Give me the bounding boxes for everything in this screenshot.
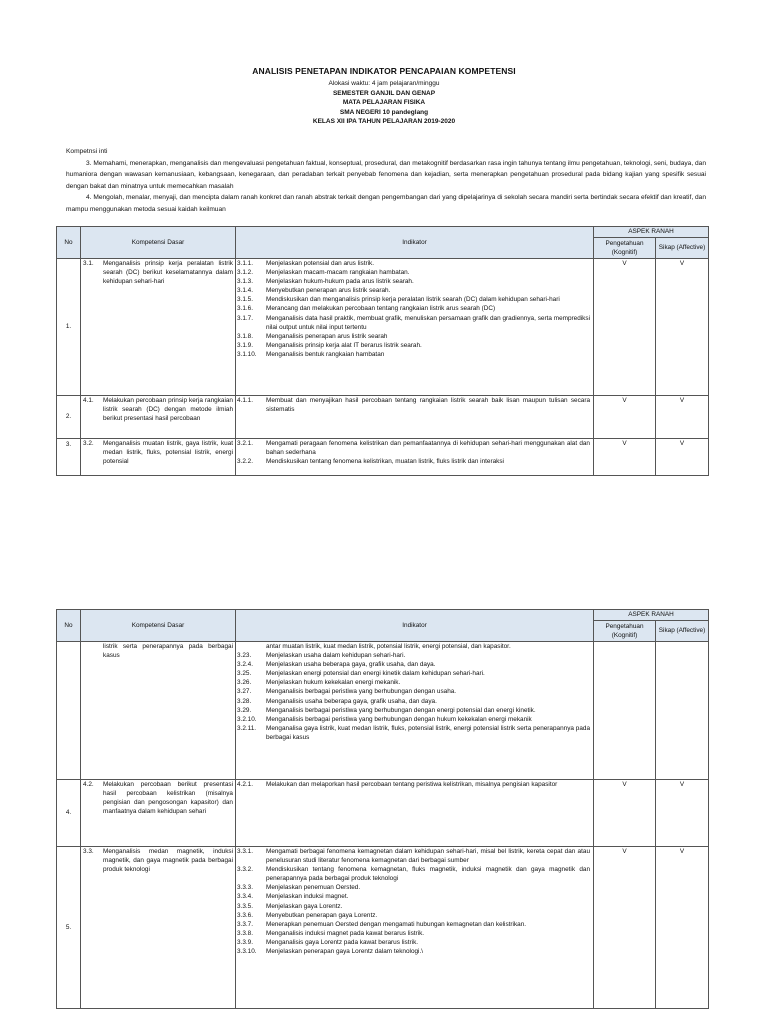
indicator-item: [236, 304, 593, 313]
competence-cell: [81, 642, 236, 780]
row-number: 5.: [57, 847, 81, 1009]
indicator-item: [236, 669, 593, 678]
indicator-text: Mendiskusikan dan menganalisis prinsip kerja peralatan listrik searah (DC) dalam kehidupan sehari-hari: [266, 296, 560, 304]
indicator-text: Menganalisis berbagai peristiwa yang berhubungan dengan energi potensial dan energi kinetik.: [266, 706, 536, 714]
indicator-item: [236, 457, 593, 466]
indicator-text: Membuat dan menyajikan hasil percobaan tentang rangkaian listrik searah baik lisan maupun tulisan secara sistematis: [266, 397, 590, 414]
check-cognitive: V: [594, 259, 656, 396]
indicator-text: Menjelaskan macam-macam rangkaian hambatan.: [266, 269, 410, 277]
indicator-item: [236, 341, 593, 350]
indicator-number: 3.3.4.: [237, 893, 253, 901]
check-cognitive: V: [594, 847, 656, 1009]
row-number: [57, 642, 81, 780]
indicator-number: 3.1.7.: [237, 314, 253, 322]
indicator-item: [236, 706, 593, 715]
competence-number: 4.2.: [83, 781, 94, 788]
page-gap: [0, 490, 768, 592]
header-line-subject: MATA PELAJARAN FISIKA: [342, 99, 426, 107]
indicator-item: [236, 892, 593, 901]
indicator-item: [236, 715, 593, 724]
indicator-number: 3.3.1.: [237, 848, 253, 855]
indicator-text: Menjelaskan gaya Lorentz.: [266, 902, 343, 910]
indicator-text: Menganalisis data hasil praktik, membuat grafik, menuliskan persamaan grafik dan gradiennya, serta memprediksi nilai output untuk nilai input tertentu: [266, 314, 590, 331]
indicator-item: [236, 651, 593, 660]
core-competence-3: 3. Memahami, menerapkan, menganalisis dan mengevaluasi pengetahuan faktual, konseptual, prosedural, dan metakognitif berdasarkan rasa ingin tahunya tentang ilmu pengetahuan, teknologi, seni, budaya, dan humaniora dengan wawasan kemanusiaan, kebangsaan, kenegaraan, dan peradaban terkait penyebab fenomena dan kejadian, serta menerapkan pengetahuan prosedural pada bidang kajian yang spesifik sesuai dengan bakat dan minatnya untuk memecahkan masalah: [66, 159, 706, 190]
indicator-number: 3.2.2.: [237, 458, 253, 466]
indicator-number: 3.3.10.: [237, 948, 257, 956]
indicator-text: Menjelaskan penerapan gaya Lorentz dalam teknologi.\: [266, 948, 424, 956]
indicator-number: 3.3.9.: [237, 938, 253, 946]
table-row: [57, 396, 709, 439]
competence-text: Melakukan percobaan berikut presentasi hasil percobaan kelistrikan (misalnya pengisian dan pengosongan kapasitor) dan manfaatnya dalam kehidupan sehari: [103, 781, 233, 816]
indicator-text: Menjelaskan energi potensial dan energi kinetik dalam kehidupan sehari-hari.: [266, 670, 485, 678]
header-no: No: [57, 227, 81, 259]
indicator-text: Menganalisis prinsip kerja alat IT berarus listrik searah.: [266, 341, 422, 349]
check-affective: V: [656, 259, 709, 396]
indicator-number: 3.1.2.: [237, 269, 253, 277]
indicator-item: [236, 902, 593, 911]
indicator-cell: [236, 780, 594, 847]
indicator-text: Melakukan dan melaporkan hasil percobaan tentang peristiwa kelistrikan, misalnya pengisian kapasitor: [266, 781, 558, 788]
indicator-cell: [236, 396, 594, 439]
indicator-item: [236, 724, 593, 742]
check-affective: V: [656, 396, 709, 439]
indicator-number: 3.1.1.: [237, 260, 253, 267]
indicator-text: Menganalisis usaha beberapa gaya, grafik usaha, dan daya.: [266, 697, 437, 705]
check-cognitive: [594, 642, 656, 780]
check-cognitive: V: [594, 780, 656, 847]
header-line-allocation: Alokasi waktu: 4 jam pelajaran/minggu: [328, 80, 440, 87]
competence-table-page-1: [56, 226, 709, 476]
indicator-number: 3.1.8.: [237, 332, 253, 340]
header-sikap: Sikap (Affective): [656, 621, 709, 642]
indicator-item: [236, 883, 593, 892]
document-page-1: [0, 0, 768, 490]
indicator-text: Menjelaskan usaha beberapa gaya, grafik usaha, dan daya.: [266, 661, 436, 669]
indicator-number: 3.3.3.: [237, 884, 253, 892]
competence-text: Menganalisis muatan listrik, gaya listrik, kuat medan listrik, fluks, potensial listrik, energi potensial: [103, 440, 233, 466]
indicator-text: antar muatan listrik, kuat medan listrik, potensial listrik, energi potensial, dan kapasitor.: [266, 643, 511, 650]
indicator-item: [236, 314, 593, 332]
indicator-number: 3.1.9.: [237, 341, 253, 349]
competence-text: Menganalisis medan magnetik, induksi magnetik, dan gaya magnetik pada berbagai produk teknologi: [103, 848, 233, 874]
row-number: 1.: [57, 259, 81, 396]
header-indikator: Indikator: [236, 227, 594, 259]
header-kompetensi-dasar: Kompetensi Dasar: [81, 610, 236, 642]
indicator-text: Menyebutkan penerapan gaya Lorentz.: [266, 911, 378, 919]
indicator-number: 3.26.: [237, 679, 252, 687]
indicator-number: 3.3.2.: [237, 866, 253, 874]
core-competence-heading: Kompetnsi inti: [66, 148, 108, 155]
indicator-number: 3.23.: [237, 652, 252, 660]
header-pengetahuan: Pengetahuan (Kognitif): [594, 621, 656, 642]
indicator-text: Menjelaskan hukum kekekalan energi mekanik.: [266, 679, 401, 687]
header-sikap: Sikap (Affective): [656, 238, 709, 259]
check-cognitive: V: [594, 396, 656, 439]
row-number: 2.: [57, 396, 81, 439]
indicator-item: [236, 920, 593, 929]
indicator-item: [236, 780, 593, 789]
indicator-number: 3.28.: [237, 697, 252, 705]
indicator-number: 3.3.5.: [237, 902, 253, 910]
document-title: ANALISIS PENETAPAN INDIKATOR PENCAPAIAN KOMPETENSI: [252, 66, 516, 76]
check-cognitive: V: [594, 439, 656, 476]
indicator-text: Mendiskusikan tentang fenomena kemagnetan, fluks magnetik, induksi magnetik dan gaya magnetik dan penerapannya pada berbagai produk teknologi: [266, 866, 590, 883]
indicator-number: 3.25.: [237, 670, 252, 678]
competence-number: 3.3.: [83, 848, 94, 855]
indicator-text: Menjelaskan usaha dalam kehidupan sehari-hari.: [266, 652, 406, 660]
indicator-item: [236, 865, 593, 883]
header-aspek-ranah: ASPEK RANAH: [594, 610, 709, 621]
indicator-item: [236, 947, 593, 956]
table-row: [57, 259, 709, 396]
indicator-item: [236, 332, 593, 341]
indicator-number: 3.1.3.: [237, 278, 253, 286]
competence-number: [81, 642, 103, 660]
indicator-text: Menyebutkan penerapan arus listrik searah.: [266, 287, 391, 295]
indicator-item: [236, 847, 593, 865]
header-no: No: [57, 610, 81, 642]
competence-table-page-2: [56, 609, 709, 1009]
indicator-text: Menerapkan penemuan Oersted dengan mengamati hubungan kemagnetan dan kelistrikan.: [266, 920, 527, 928]
indicator-item: [236, 911, 593, 920]
indicator-text: Menjelaskan hukum-hukum pada arus listrik searah.: [266, 278, 414, 286]
indicator-number: 3.1.4.: [237, 287, 253, 295]
document-header: [0, 66, 768, 127]
header-pengetahuan: Pengetahuan (Kognitif): [594, 238, 656, 259]
competence-cell: [81, 439, 236, 476]
indicator-item: [236, 439, 593, 457]
core-competence-section: [66, 146, 706, 215]
check-affective: V: [656, 847, 709, 1009]
indicator-text: Menganalisis gaya Lorentz pada kawat berarus listrik.: [266, 938, 419, 946]
header-kompetensi-dasar: Kompetensi Dasar: [81, 227, 236, 259]
table-row: [57, 439, 709, 476]
indicator-cell: [236, 642, 594, 780]
indicator-number: 3.2.10.: [237, 715, 257, 723]
indicator-number: 3.3.7.: [237, 920, 253, 928]
competence-cell: [81, 259, 236, 396]
competence-number: 3.2.: [83, 440, 94, 447]
competence-number: 3.1.: [83, 260, 94, 267]
indicator-item: [236, 286, 593, 295]
indicator-text: Menganalisis berbagai peristiwa yang berhubungan dengan usaha.: [266, 688, 457, 696]
indicator-text: Menganalisis bentuk rangkaian hambatan: [266, 350, 385, 358]
table-row: [57, 642, 709, 780]
header-line-school: SMA NEGERI 10 pandeglang: [339, 108, 429, 116]
indicator-number: 3.1.5.: [237, 296, 253, 304]
indicator-number: 3.2.11.: [237, 724, 257, 732]
indicator-number: 3.3.6.: [237, 911, 253, 919]
indicator-text: Menganalisa gaya listrik, kuat medan listrik, fluks, potensial listrik, energi potensial listrik serta penerapannya pada berbagai kasus: [266, 724, 590, 741]
indicator-text: Merancang dan melakukan percobaan tentang rangkaian listrik arus searah (DC): [266, 305, 496, 313]
indicator-cell: [236, 439, 594, 476]
indicator-item: [236, 938, 593, 947]
indicator-item: [236, 642, 593, 651]
indicator-item: [236, 277, 593, 286]
indicator-cell: [236, 259, 594, 396]
competence-number: 4.1.: [83, 397, 94, 404]
indicator-item: [236, 350, 593, 359]
indicator-cell: [236, 847, 594, 1009]
competence-cell: [81, 780, 236, 847]
indicator-item: [236, 697, 593, 706]
header-line-semester: SEMESTER GANJIL DAN GENAP: [332, 89, 436, 97]
competence-text: Menganalisis prinsip kerja peralatan listrik searah (DC) berikut keselamatannya dalam kehidupan sehari-hari: [103, 260, 233, 286]
check-affective: V: [656, 439, 709, 476]
check-affective: V: [656, 780, 709, 847]
competence-cell: [81, 396, 236, 439]
check-affective: [656, 642, 709, 780]
indicator-number: 3.1.6.: [237, 305, 253, 313]
indicator-text: Mengamati berbagai fenomena kemagnetan dalam kehidupan sehari-hari, misal bel listrik, kereta cepat dan atau penelusuran studi literatur fenomena kemagnetan dari berbagai sumber: [266, 848, 590, 865]
indicator-text: Mendiskusikan tentang fenomena kelistrikan, muatan listrik, fluks listrik dan interaksi: [266, 458, 504, 466]
table-row: [57, 847, 709, 1009]
header-lines: [0, 79, 768, 127]
indicator-text: Menjelaskan penemuan Oersted.: [266, 884, 361, 892]
indicator-item: [236, 259, 593, 268]
indicator-number: 3.27.: [237, 688, 252, 696]
competence-text: Melakukan percobaan prinsip kerja rangkaian listrik searah (DC) dengan metode ilmiah berikut presentasi hasil percobaan: [103, 397, 233, 423]
core-competence-4: 4. Mengolah, menalar, menyaji, dan mencipta dalam ranah konkret dan ranah abstrak terkait dengan pengembangan dari yang dipelajarinya di sekolah secara mandiri serta bertindak secara efektif dan kreatif, dan mampu menggunakan metoda sesuai kaidah keilmuan: [66, 194, 706, 213]
indicator-text: Menjelaskan potensial dan arus listrik.: [266, 260, 374, 267]
header-aspek-ranah: ASPEK RANAH: [594, 227, 709, 238]
indicator-number: 3.2.4.: [237, 661, 253, 669]
indicator-item: [236, 678, 593, 687]
indicator-item: [236, 660, 593, 669]
indicator-number: 4.2.1.: [237, 781, 253, 788]
indicator-number: 3.1.10.: [237, 350, 257, 358]
indicator-text: Menganalisis berbagai peristiwa yang berhubungan dengan hukum kekekalan energi mekanik: [266, 715, 532, 723]
competence-cell: [81, 847, 236, 1009]
header-indikator: Indikator: [236, 610, 594, 642]
indicator-text: Menganalisis penerapan arus listrik searah: [266, 332, 388, 340]
indicator-number: 3.3.8.: [237, 929, 253, 937]
indicator-item: [236, 396, 593, 414]
indicator-number: 3.2.1.: [237, 440, 253, 447]
indicator-number: 3.29.: [237, 706, 252, 714]
document-page-2: [0, 592, 768, 1024]
table-row: [57, 780, 709, 847]
indicator-text: Mengamati peragaan fenomena kelistrikan dan pemanfaatannya di kehidupan sehari-hari menggunakan alat dan bahan sederhana: [266, 440, 590, 457]
indicator-item: [236, 268, 593, 277]
indicator-text: Menganalisis induksi magnet pada kawat berarus listrik.: [266, 929, 425, 937]
indicator-number: 4.1.1.: [237, 397, 253, 404]
indicator-text: Menjelaskan induksi magnet.: [266, 893, 349, 901]
header-line-class: KELAS XII IPA TAHUN PELAJARAN 2019-2020: [312, 118, 456, 126]
indicator-item: [236, 295, 593, 304]
row-number: 3.: [57, 439, 81, 476]
indicator-item: [236, 929, 593, 938]
row-number: 4.: [57, 780, 81, 847]
indicator-item: [236, 687, 593, 696]
indicator-number: [236, 642, 266, 651]
competence-text: listrik serta penerapannya pada berbagai kasus: [103, 643, 233, 660]
